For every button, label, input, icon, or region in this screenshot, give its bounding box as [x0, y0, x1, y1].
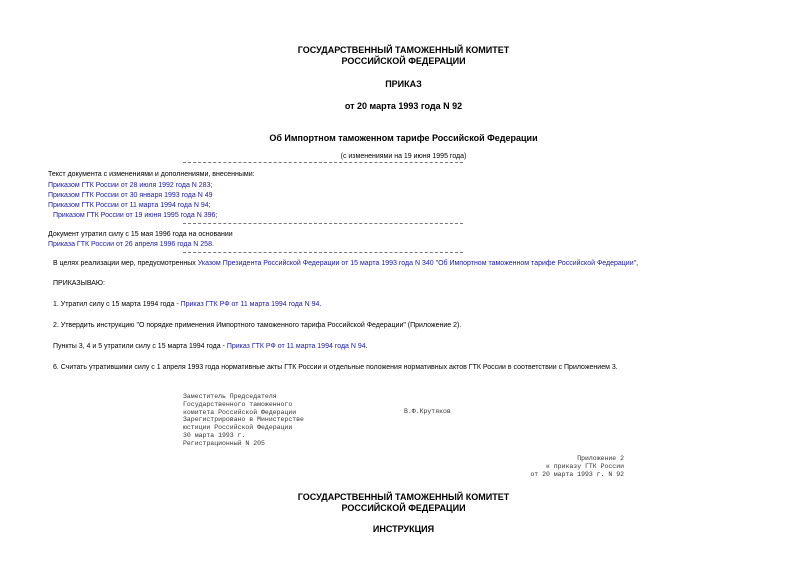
signature-line: юстиции Российской Федерации — [183, 424, 293, 432]
item-6: 6. Считать утратившими силу с 1 апреля 1993 года нормативные акты ГТК России и отдельные положения нормативных актов ГТК России в соответствии с Приложением 3. — [53, 364, 618, 371]
changes-intro: Текст документа с изменениями и дополнениями, внесенными: — [48, 171, 255, 178]
instruction-agency-line2: РОССИЙСКОЙ ФЕДЕРАЦИИ — [341, 503, 466, 513]
instruction-title: ИНСТРУКЦИЯ — [372, 524, 435, 534]
divider — [183, 162, 463, 163]
signer-name: В.Ф.Крутяков — [404, 408, 451, 415]
items-3-5 — [53, 342, 368, 351]
item-1 — [53, 300, 321, 309]
expiry-link[interactable]: Приказа ГТК России от 26 апреля 1996 года N 258. — [48, 241, 214, 248]
divider — [183, 252, 463, 253]
signature-block — [183, 393, 304, 448]
appendix-line: от 20 марта 1993 г. N 92 — [530, 470, 624, 478]
preamble-paragraph — [53, 259, 638, 268]
amendment-link-3[interactable]: Приказом ГТК России от 11 марта 1994 года N 94; — [48, 202, 211, 209]
agency-name-line2: РОССИЙСКОЙ ФЕДЕРАЦИИ — [341, 56, 466, 66]
item-1-suffix: . — [319, 301, 322, 308]
agency-name-line1: ГОСУДАРСТВЕННЫЙ ТАМОЖЕННЫЙ КОМИТЕТ — [297, 45, 510, 55]
appendix-note — [530, 455, 624, 478]
appendix-line: Приложение 2 — [577, 455, 624, 462]
item-1-link[interactable]: Приказ ГТК РФ от 11 марта 1994 года N 94 — [180, 301, 320, 308]
signature-line: Заместитель Председателя — [183, 393, 277, 400]
signature-line: комитета Российской Федерации — [183, 408, 297, 416]
divider — [183, 223, 463, 224]
item-2: 2. Утвердить инструкцию "О порядке применения Импортного таможенного тарифа Российской Федерации" (Приложение 2). — [53, 322, 462, 329]
signature-line: Регистрационный N 205 — [183, 439, 265, 447]
expiry-text: Документ утратил силу с 15 мая 1996 года на основании — [48, 231, 233, 238]
instruction-agency-line1: ГОСУДАРСТВЕННЫЙ ТАМОЖЕННЫЙ КОМИТЕТ — [297, 492, 510, 502]
signature-line: 30 марта 1993 г. — [183, 431, 246, 439]
document-title: Об Импортном таможенном тарифе Российской Федерации — [269, 133, 538, 143]
items-3-5-text: Пункты 3, 4 и 5 утратили силу с 15 марта 1994 года - — [53, 343, 227, 350]
items-3-5-suffix: . — [365, 343, 368, 350]
amendments-note: (с изменениями на 19 июня 1995 года) — [340, 153, 467, 160]
item-1-text: 1. Утратил силу с 15 марта 1994 года - — [53, 301, 181, 308]
signature-line: Государственного таможенного — [183, 400, 293, 408]
amendment-link-1[interactable]: Приказом ГТК России от 28 июля 1992 года N 283; — [48, 182, 213, 189]
decree-link[interactable]: Указом Президента Российской Федерации от 15 марта 1993 года N 340 "Об Импортном таможенном тарифе Российской Федерации" — [197, 260, 637, 267]
preamble-suffix: , — [636, 260, 639, 267]
order-word: ПРИКАЗЫВАЮ: — [53, 280, 105, 287]
signature-line: Зарегистрировано в Министерстве — [183, 416, 304, 424]
amendment-link-4[interactable]: Приказом ГТК России от 19 июня 1995 года N 396; — [53, 212, 218, 219]
preamble-text: В целях реализации мер, предусмотренных — [53, 260, 198, 267]
amendment-link-2[interactable]: Приказом ГТК России от 30 января 1993 года N 49 — [48, 192, 213, 199]
items-3-5-link[interactable]: Приказ ГТК РФ от 11 марта 1994 года N 94 — [226, 343, 366, 350]
appendix-line: к приказу ГТК России — [545, 462, 624, 470]
document-date: от 20 марта 1993 года N 92 — [344, 101, 463, 111]
document-type: ПРИКАЗ — [385, 79, 422, 89]
